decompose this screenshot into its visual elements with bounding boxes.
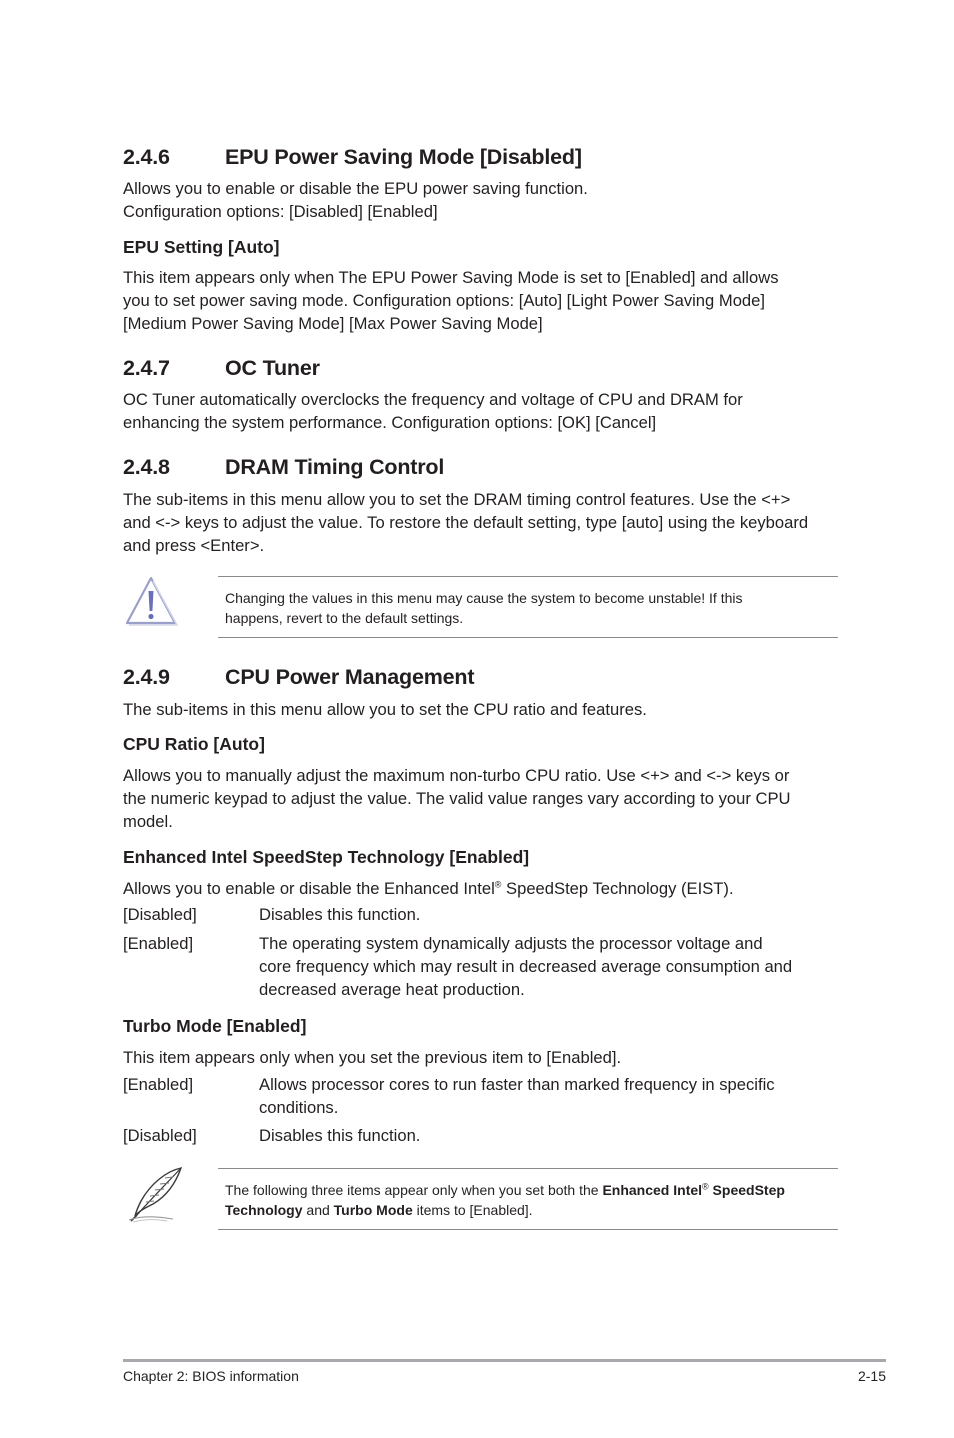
note-quill-icon (127, 1165, 185, 1223)
text-run: Allows you to enable or disable the Enhanced Intel (123, 879, 495, 898)
text-line: The sub-items in this menu allow you to set the CPU ratio and features. (123, 700, 647, 719)
paragraph-cpu-power (123, 698, 843, 721)
registered-mark: ® (702, 1181, 709, 1192)
option-row (123, 1124, 838, 1148)
section-title: CPU Power Management (225, 665, 475, 689)
text-line: and press <Enter>. (123, 536, 265, 556)
heading-2-4-8 (123, 454, 444, 480)
section-title: OC Tuner (225, 356, 320, 380)
footer-chapter: Chapter 2: BIOS information (123, 1368, 299, 1384)
section-title: DRAM Timing Control (225, 455, 445, 479)
option-row (123, 932, 838, 1004)
option-description (259, 1124, 839, 1147)
note-text (225, 1180, 785, 1220)
text-line: Allows you to manually adjust the maximum non-turbo CPU ratio. Use <+> and <-> keys or (123, 766, 790, 785)
bold-run: Enhanced Intel (602, 1182, 703, 1198)
subheading-turbo: Turbo Mode [Enabled] (123, 1016, 307, 1036)
paragraph-cpu-ratio (123, 764, 843, 834)
text-line: decreased average heat production. (259, 980, 525, 1000)
text-line (123, 877, 843, 900)
text-run: SpeedStep Technology (EIST). (501, 879, 734, 898)
option-key: [Disabled] (123, 905, 197, 924)
option-key: [Disabled] (123, 1126, 197, 1145)
text-line: Changing the values in this menu may cause the system to become unstable! If this (225, 590, 743, 606)
text-line: Allows processor cores to run faster than marked frequency in specific (259, 1075, 775, 1094)
heading-2-4-7 (123, 355, 320, 381)
section-number: 2.4.9 (123, 665, 170, 689)
option-description (259, 932, 839, 1002)
text-line: Configuration options: [Disabled] [Enabled] (123, 202, 438, 222)
text-line: Allows you to enable or disable the EPU power saving function. (123, 179, 588, 198)
note-callout (218, 1168, 838, 1230)
paragraph-dram-timing (123, 488, 843, 558)
registered-mark: ® (494, 879, 502, 890)
warning-callout (218, 576, 838, 638)
section-number: 2.4.6 (123, 145, 170, 169)
warning-text (225, 588, 743, 628)
section-number: 2.4.7 (123, 356, 170, 380)
text-line: conditions. (259, 1098, 339, 1118)
text-line: [Medium Power Saving Mode] [Max Power Saving Mode] (123, 314, 543, 334)
option-row (123, 1073, 838, 1121)
text-line: happens, revert to the default settings. (225, 610, 464, 626)
text-line: This item appears only when The EPU Power Saving Mode is set to [Enabled] and allows (123, 268, 779, 287)
option-row (123, 903, 838, 927)
text-line: Disables this function. (259, 905, 421, 924)
footer-rule (123, 1359, 886, 1362)
text-line: enhancing the system performance. Configuration options: [OK] [Cancel] (123, 413, 657, 433)
warning-icon (124, 575, 178, 627)
text-line: the numeric keypad to adjust the value. The valid value ranges vary according to your CPU (123, 789, 791, 809)
text-line: model. (123, 812, 173, 832)
text-run: items to [Enabled]. (412, 1202, 533, 1218)
heading-2-4-9 (123, 664, 474, 690)
text-line: core frequency which may result in decreased average consumption and (259, 957, 793, 977)
text-line: you to set power saving mode. Configuration options: [Auto] [Light Power Saving Mode] (123, 291, 765, 311)
heading-2-4-6 (123, 144, 582, 170)
text-line (225, 1200, 785, 1220)
option-key: [Enabled] (123, 934, 194, 953)
option-description (259, 903, 839, 926)
paragraph-epu-mode (123, 177, 843, 223)
subheading-cpu-ratio: CPU Ratio [Auto] (123, 734, 265, 754)
text-run: The following three items appear only when you set both the (225, 1182, 603, 1198)
text-line: This item appears only when you set the previous item to [Enabled]. (123, 1048, 622, 1067)
text-line: and <-> keys to adjust the value. To restore the default setting, type [auto] using the keyboard (123, 513, 809, 533)
text-line: The operating system dynamically adjusts the processor voltage and (259, 934, 763, 953)
bold-run: Technology (225, 1202, 303, 1218)
footer-page-number: 2-15 (857, 1368, 886, 1384)
bold-run: SpeedStep (708, 1182, 785, 1198)
text-line: The sub-items in this menu allow you to set the DRAM timing control features. Use the <+> (123, 490, 791, 509)
text-line: Disables this function. (259, 1126, 421, 1145)
option-description (259, 1073, 839, 1119)
paragraph-turbo (123, 1046, 843, 1069)
section-title: EPU Power Saving Mode [Disabled] (225, 145, 582, 169)
subheading-epu-setting: EPU Setting [Auto] (123, 237, 280, 257)
paragraph-eist (123, 877, 843, 900)
text-line: OC Tuner automatically overclocks the frequency and voltage of CPU and DRAM for (123, 390, 743, 409)
paragraph-epu-setting (123, 266, 843, 336)
option-key: [Enabled] (123, 1075, 194, 1094)
section-number: 2.4.8 (123, 455, 170, 479)
text-run: and (302, 1202, 334, 1218)
paragraph-oc-tuner (123, 388, 843, 434)
subheading-eist: Enhanced Intel SpeedStep Technology [Enabled] (123, 847, 530, 867)
text-line (225, 1180, 785, 1200)
bold-run: Turbo Mode (333, 1202, 413, 1218)
